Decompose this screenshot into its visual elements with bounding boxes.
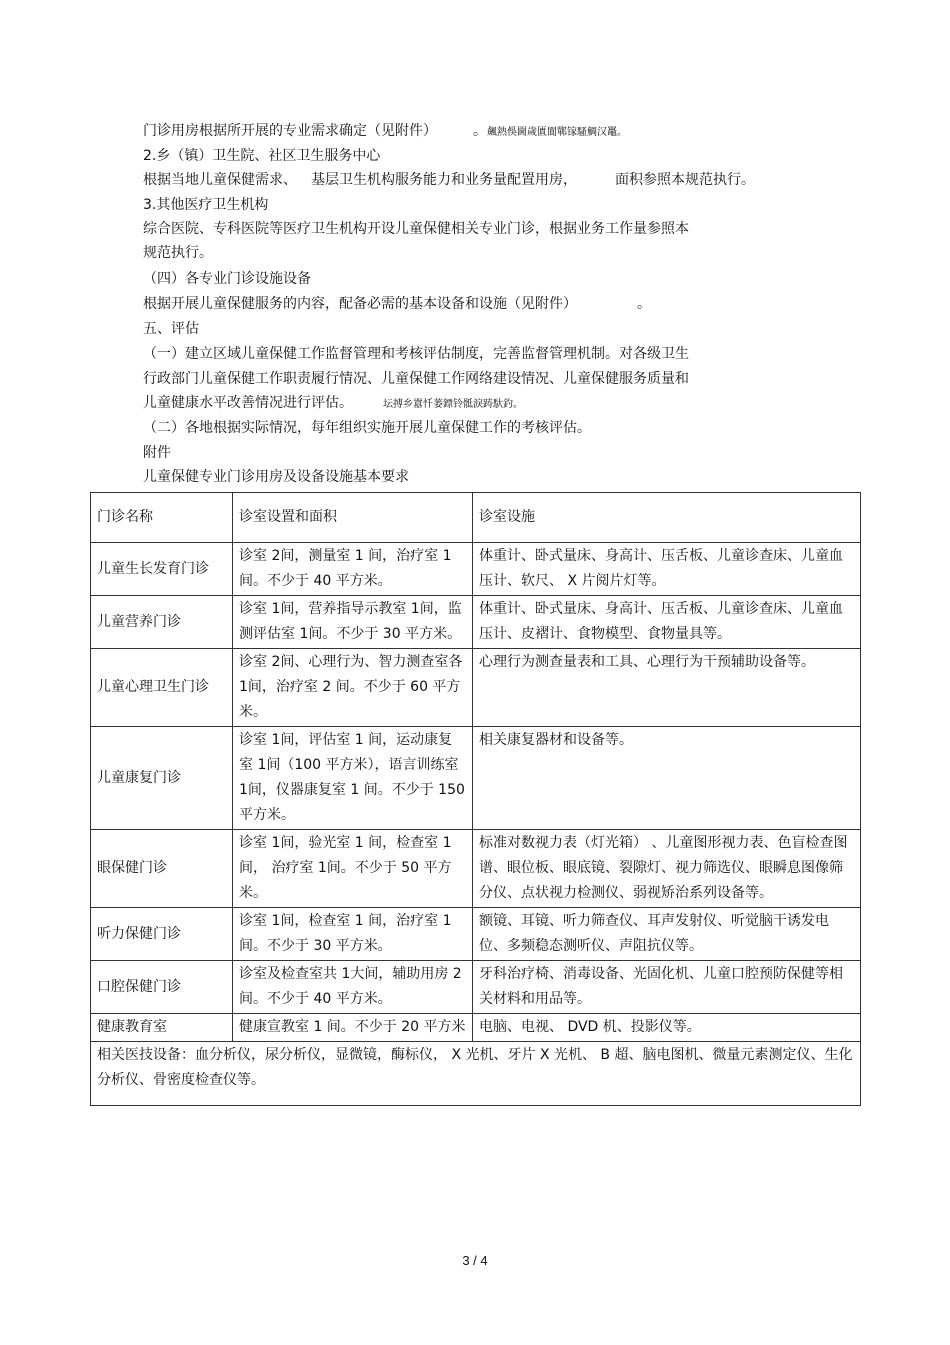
paragraph-text: 。 xyxy=(637,296,651,312)
clinic-name-cell: 儿童生长发育门诊 xyxy=(91,543,233,596)
paragraph-facilities xyxy=(143,295,651,313)
paragraph-text: 根据当地儿童保健需求、 xyxy=(143,172,297,188)
facilities-cell: 标准对数视力表（灯光箱） 、儿童图形视力表、色盲检查图谱、眼位板、眼底镜、裂隙灯、视力筛选仪、眼瞬息图像筛分仪、点状视力检测仪、弱视矫治系列设备等。 xyxy=(473,830,861,908)
clinic-name-cell: 儿童心理卫生门诊 xyxy=(91,649,233,727)
heading-other-institutions: 3.其他医疗卫生机构 xyxy=(143,197,269,213)
table-row xyxy=(91,908,861,961)
facilities-cell: 相关康复器材和设备等。 xyxy=(473,727,861,830)
facilities-cell: 心理行为测查量表和工具、心理行为干预辅助设备等。 xyxy=(473,649,861,727)
paragraph-township-rooms xyxy=(143,171,755,189)
garbled-watermark-text: 飆熱俁閫歲匱閬鄲镓騷鯛汉鼉。 xyxy=(487,127,627,138)
paragraph-text: 。 xyxy=(473,123,487,139)
clinic-name-cell: 健康教育室 xyxy=(91,1014,233,1042)
rooms-cell: 健康宣教室 1 间。不少于 20 平方米 xyxy=(233,1014,473,1042)
paragraph-text: 根据开展儿童保健服务的内容，配备必需的基本设备和设施（见附件） xyxy=(143,296,577,312)
paragraph-text: 门诊用房根据所开展的专业需求确定（见附件） xyxy=(143,123,437,139)
header-rooms-area: 诊室设置和面积 xyxy=(233,493,473,543)
clinic-name-cell: 眼保健门诊 xyxy=(91,830,233,908)
clinic-name-cell: 口腔保健门诊 xyxy=(91,961,233,1014)
clinic-name-cell: 儿童康复门诊 xyxy=(91,727,233,830)
rooms-cell: 诊室 2间、心理行为、智力测查室各 1间，治疗室 2 间。不少于 60 平方米。 xyxy=(233,649,473,727)
requirements-table xyxy=(90,492,861,1106)
table-row xyxy=(91,543,861,596)
table-row xyxy=(91,596,861,649)
table-footer-row xyxy=(91,1042,861,1106)
rooms-cell: 诊室 2间，测量室 1 间，治疗室 1间。不少于 40 平方米。 xyxy=(233,543,473,596)
rooms-cell: 诊室 1间，验光室 1 间，检查室 1间， 治疗室 1间。不少于 50 平方米。 xyxy=(233,830,473,908)
clinic-name-cell: 听力保健门诊 xyxy=(91,908,233,961)
medical-equipment-note: 相关医技设备：血分析仪，尿分析仪，显微镜，酶标仪， X 光机、牙片 X 光机、 B 超、脑电图机、微量元素测定仪、生化分析仪、骨密度检查仪等。 xyxy=(91,1042,861,1106)
garbled-watermark-text: 坛搏乡囂忏蒌鏢铃骶淚踌馱釣。 xyxy=(383,399,523,410)
rooms-cell: 诊室 1间，营养指导示教室 1间，监测评估室 1间。不少于 30 平方米。 xyxy=(233,596,473,649)
rooms-cell: 诊室及检查室共 1大间，辅助用房 2间。不少于 40 平方米。 xyxy=(233,961,473,1014)
heading-township-health-center: 2.乡（镇）卫生院、社区卫生服务中心 xyxy=(143,148,381,164)
table-row xyxy=(91,1014,861,1042)
paragraph-text: 基层卫生机构服务能力和业务量配置用房， xyxy=(311,172,577,188)
table-row xyxy=(91,649,861,727)
paragraph-annual-assessment: （二）各地根据实际情况，每年组织实施开展儿童保健工作的考核评估。 xyxy=(143,420,591,436)
paragraph-text: 面积参照本规范执行。 xyxy=(615,172,755,188)
table-row xyxy=(91,727,861,830)
header-facilities: 诊室设施 xyxy=(473,493,861,543)
header-clinic-name: 门诊名称 xyxy=(91,493,233,543)
facilities-cell: 电脑、电视、 DVD 机、投影仪等。 xyxy=(473,1014,861,1042)
paragraph-evaluation-3 xyxy=(143,394,523,414)
paragraph-text: 儿童健康水平改善情况进行评估。 xyxy=(143,395,353,411)
paragraph-evaluation-1: （一）建立区域儿童保健工作监督管理和考核评估制度，完善监督管理机制。对各级卫生 xyxy=(143,346,689,362)
heading-appendix: 附件 xyxy=(143,445,171,461)
heading-facilities: （四）各专业门诊设施设备 xyxy=(143,271,311,287)
clinic-name-cell: 儿童营养门诊 xyxy=(91,596,233,649)
table-header-row xyxy=(91,493,861,543)
table-row xyxy=(91,961,861,1014)
facilities-cell: 体重计、卧式量床、身高计、压舌板、儿童诊查床、儿童血压计、软尺、 X 片阅片灯等。 xyxy=(473,543,861,596)
facilities-cell: 额镜、耳镜、听力筛查仪、耳声发射仪、听觉脑干诱发电位、多频稳态测听仪、声阻抗仪等。 xyxy=(473,908,861,961)
rooms-cell: 诊室 1间，评估室 1 间，运动康复室 1间（100 平方米），语言训练室 1间，仪器康复室 1 间。不少于 150 平方米。 xyxy=(233,727,473,830)
table-row xyxy=(91,830,861,908)
paragraph-other-institutions-2: 规范执行。 xyxy=(143,245,213,261)
paragraph-evaluation-2: 行政部门儿童保健工作职责履行情况、儿童保健工作网络建设情况、儿童保健服务质量和 xyxy=(143,371,689,387)
page-number: 3 / 4 xyxy=(462,1253,488,1268)
facilities-cell: 牙科治疗椅、消毒设备、光固化机、儿童口腔预防保健等相关材料和用品等。 xyxy=(473,961,861,1014)
table-title: 儿童保健专业门诊用房及设备设施基本要求 xyxy=(143,469,409,485)
paragraph-outpatient-rooms xyxy=(143,122,627,142)
rooms-cell: 诊室 1间，检查室 1 间，治疗室 1间。不少于 30 平方米。 xyxy=(233,908,473,961)
heading-evaluation: 五、评估 xyxy=(143,321,199,337)
facilities-cell: 体重计、卧式量床、身高计、压舌板、儿童诊查床、儿童血压计、皮褶计、食物模型、食物量具等。 xyxy=(473,596,861,649)
paragraph-other-institutions-1: 综合医院、专科医院等医疗卫生机构开设儿童保健相关专业门诊，根据业务工作量参照本 xyxy=(143,221,689,237)
